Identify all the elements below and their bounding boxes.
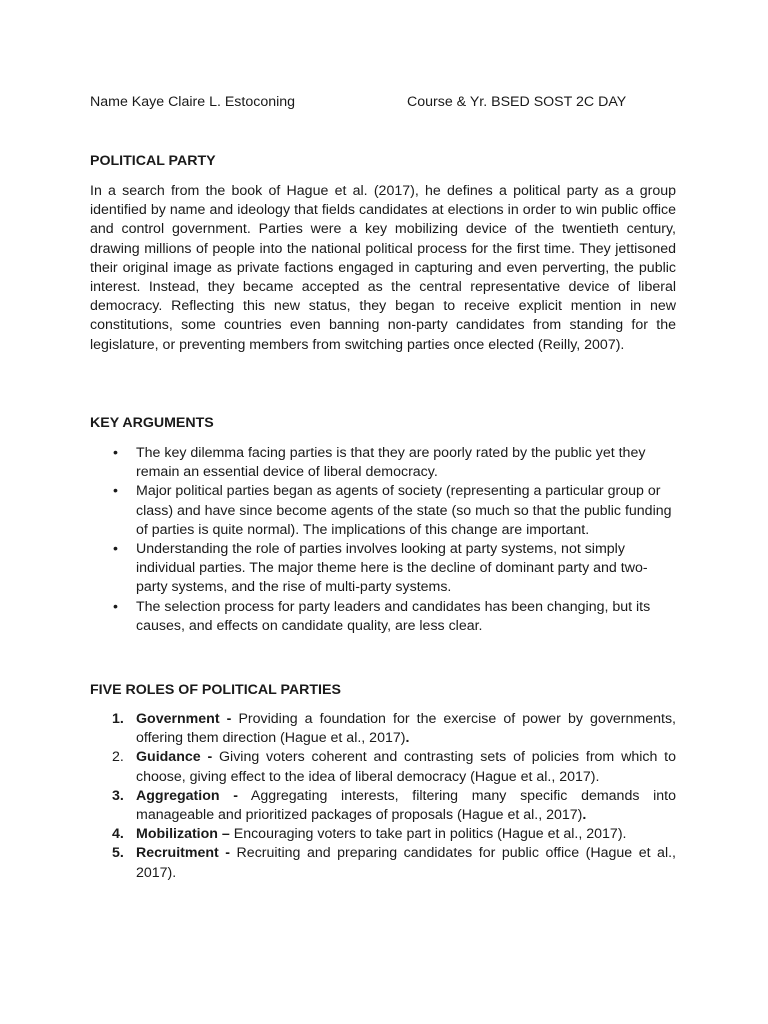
role-term: Mobilization – [136,826,230,843]
argument-text: The selection process for party leaders and candidates has been changing, but its causes, and effects on candidate quality, are less clear. [136,598,651,634]
role-text-end: . [405,730,410,747]
role-term: Government - [136,711,232,727]
section-heading-political-party: POLITICAL PARTY [90,153,216,169]
item-number: 2. [112,749,124,766]
role-term: Recruitment - [136,845,231,862]
role-text: Aggregating interests, filtering many specific demands into manageable and prioritized packages of proposals (Hague et al., 2017) [136,787,676,824]
bullet-icon: • [113,483,118,500]
argument-text: Understanding the role of parties involves looking at party systems, not simply individual parties. The major theme here is the decline of dominant party and two-party systems, and the rise of multi-party systems. [136,541,648,596]
section-heading-key-arguments: KEY ARGUMENTS [90,415,214,431]
list-item [90,844,676,882]
student-header [90,93,678,113]
argument-text: The key dilemma facing parties is that they are poorly rated by the public yet they remain an essential device of liberal democracy. [136,445,646,481]
bullet-icon: • [113,445,118,461]
role-text: Giving voters coherent and contrasting sets of policies from which to choose, giving effect to the idea of liberal democracy (Hague et al., 2017). [136,749,676,785]
role-text: Encouraging voters to take part in politics (Hague et al., 2017). [229,826,627,843]
list-item [90,598,676,636]
item-number: 5. [112,845,124,862]
student-name: Name Kaye Claire L. Estoconing [90,94,296,110]
list-item [90,710,676,748]
list-item [90,444,676,482]
bullet-icon: • [113,598,118,615]
bullet-icon: • [113,541,118,558]
role-text-end: . [582,807,587,824]
list-item [90,748,676,786]
five-roles-list [90,710,676,883]
list-item [90,825,676,844]
political-party-paragraph: In a search from the book of Hague et al. (2017), he defines a political party as a group identified by name and ideology that fields candidates at elections in order to win public office and control government. Parties were a key mobilizing device of the twentieth century, drawing millions of people into the national political process for the first time. They jettisoned their original image as private factions engaged in capturing and even perverting, the public interest. Instead, they became accepted as the central representative device of liberal democracy. Reflecting this new status, they began to receive explicit mention in new constitutions, some countries even banning non-party candidates from standing for the legislature, or preventing members from switching parties once elected (Reilly, 2007). [90,183,676,353]
key-arguments-list [90,444,676,636]
item-number: 3. [112,787,124,804]
role-text: Recruiting and preparing candidates for public office (Hague et al., 2017). [136,845,676,881]
section-heading-five-roles: FIVE ROLES OF POLITICAL PARTIES [90,682,341,698]
role-term: Aggregation - [136,787,238,804]
list-item [90,540,676,598]
role-text: Providing a foundation for the exercise of power by governments, offering them direction (Hague et al., 2017) [136,711,676,747]
list-item [90,482,676,540]
item-number: 1. [112,711,124,727]
course-year: Course & Yr. BSED SOST 2C DAY [407,94,627,110]
argument-text: Major political parties began as agents of society (representing a particular group or class) and have since become agents of the state (so much so that the public funding of parties is quite normal). The implications of this change are important. [136,483,672,538]
role-term: Guidance - [136,749,213,766]
list-item [90,787,676,825]
item-number: 4. [112,826,124,843]
